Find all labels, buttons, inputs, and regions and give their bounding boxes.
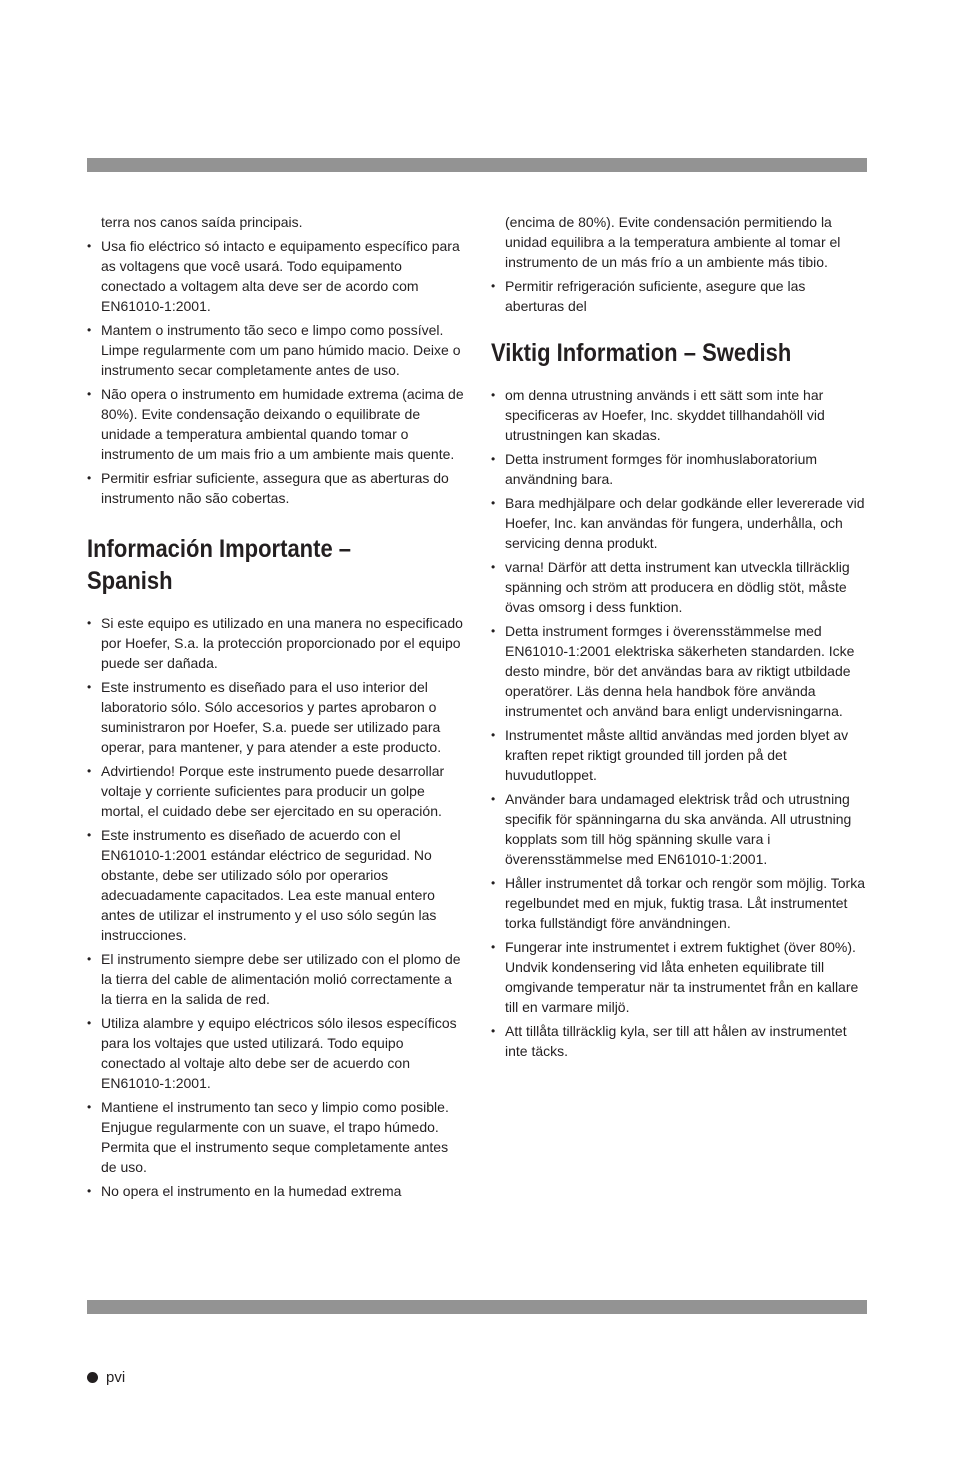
heading-line: Información Importante –	[87, 535, 352, 563]
list-item: • Att tillåta tillräcklig kyla, ser till att hålen av instrumentet inte täcks.	[491, 1021, 868, 1061]
left-column	[87, 212, 464, 1205]
list-item: • Si este equipo es utilizado en una manera no especificado por Hoefer, S.a. la protección proporcionado por el equipo puede ser dañada.	[87, 613, 464, 673]
list-item: • Utiliza alambre y equipo eléctricos sólo ilesos específicos para los voltajes que usted utilizará. Todo equipo conectado al voltaje alto debe ser de acuerdo con EN61010-1:2001.	[87, 1013, 464, 1093]
list-item: • Advirtiendo! Porque este instrumento puede desarrollar voltaje y corriente suficientes para producir un golpe mortal, el cuidado debe ser ejercitado en su operación.	[87, 761, 464, 821]
list-item: • Não opera o instrumento em humidade extrema (acima de 80%). Evite condensação deixando o equilibrate de unidade a temperatura ambiental quando tomar o instrumento de um mais frio a um ambiente mais quente.	[87, 384, 464, 464]
list-item: • varna! Därför att detta instrument kan utveckla tillräcklig spänning och ström att producera en dödlig stöt, måste övas omsorg i dess funktion.	[491, 557, 868, 617]
list-item: • Använder bara undamaged elektrisk tråd och utrustning specifik för spänningarna du ska använda. All utrustning kopplats som till hög spänning skulle vara i överensstämmelse med EN61010-1:2001.	[491, 789, 868, 869]
es-continuation-text: (encima de 80%). Evite condensación permitiendo la unidad equilibra a la temperatura ambiente al tomar el instrumento de un más frío a un ambiente más tibio.	[505, 214, 841, 270]
list-item: • Bara medhjälpare och delar godkände eller levererade vid Hoefer, Inc. kan användas för fungera, underhålla, och servicing denna produkt.	[491, 493, 868, 553]
list-item: • Mantiene el instrumento tan seco y limpio como posible. Enjugue regularmente con un suave, el trapo húmedo. Permita que el instrumento seque completamente antes de uso.	[87, 1097, 464, 1177]
pt-continuation-text: terra nos canos saída principais.	[101, 214, 303, 230]
heading-line: Spanish	[87, 567, 173, 595]
list-item: • Detta instrument formges för inomhuslaboratorium användning bara.	[491, 449, 868, 489]
list-item: • El instrumento siempre debe ser utilizado con el plomo de la tierra del cable de alimentación molió correctamente a la tierra en la salida de red.	[87, 949, 464, 1009]
swedish-section-heading: Viktig Information – Swedish	[491, 339, 792, 367]
list-item: • Este instrumento es diseñado de acuerdo con el EN61010-1:2001 estándar eléctrico de seguridad. No obstante, debe ser utilizado sólo por operarios adecuadamente capacitados. Lea este manual entero antes de utilizar el instrumento y el uso sólo según las instrucciones.	[87, 825, 464, 945]
list-item: • Håller instrumentet då torkar och rengör som möjlig. Torka regelbundet med en mjuk, fuktig trasa. Låt instrumentet torka fullständigt före användningen.	[491, 873, 868, 933]
header-rule	[87, 158, 867, 172]
list-item: • Permitir refrigeración suficiente, asegure que las aberturas del	[491, 276, 868, 316]
list-item: • Permitir esfriar suficiente, assegura que as aberturas do instrumento não são cobertas.	[87, 468, 464, 508]
list-item: • om denna utrustning används i ett sätt som inte har specificeras av Hoefer, Inc. skyddet tillhandahöll vid utrustningen kan skadas.	[491, 385, 868, 445]
list-item: • Instrumentet måste alltid användas med jorden blyet av kraften repet riktigt grounded till jorden på det huvudutloppet.	[491, 725, 868, 785]
spanish-section-heading	[87, 533, 419, 597]
page-number: pvi	[106, 1369, 126, 1386]
footer-rule	[87, 1300, 867, 1314]
list-item: • Detta instrument formges i överensstämmelse med EN61010-1:2001 elektriska säkerheten standarden. Icke desto mindre, bör det användas bara av riktigt utbildade operatörer. Läs denna hela handbok före använda instrumentet och använd bara enligt undervisningarna.	[491, 621, 868, 721]
sv-bullet-list	[491, 385, 868, 1061]
es-bullet-list	[87, 613, 464, 1201]
list-item: • Usa fio eléctrico só intacto e equipamento específico para as voltagens que você usará. Todo equipamento conectado a voltagem alta deve ser de acordo com EN61010-1:2001.	[87, 236, 464, 316]
list-item: • Fungerar inte instrumentet i extrem fuktighet (över 80%). Undvik kondensering vid låta enheten equilibrate till omgivande temperatur när ta instrumentet från en kallare till en varmare miljö.	[491, 937, 868, 1017]
es-bullet-list-continued	[491, 276, 868, 316]
list-item: • No opera el instrumento en la humedad extrema	[87, 1181, 464, 1201]
right-column	[491, 212, 868, 1065]
page-footer	[87, 1368, 125, 1388]
pt-bullet-list	[87, 236, 464, 508]
bullet-dot-icon	[87, 1372, 98, 1383]
list-item: • Este instrumento es diseñado para el uso interior del laboratorio sólo. Sólo accesorios y partes aprobaron o suministraron por Hoefer, S.a. puede ser utilizado para operar, para mantener, y para atender a este producto.	[87, 677, 464, 757]
list-item: • Mantem o instrumento tão seco e limpo como possível. Limpe regularmente com um pano húmido macio. Deixe o instrumento secar completamente antes de uso.	[87, 320, 464, 380]
